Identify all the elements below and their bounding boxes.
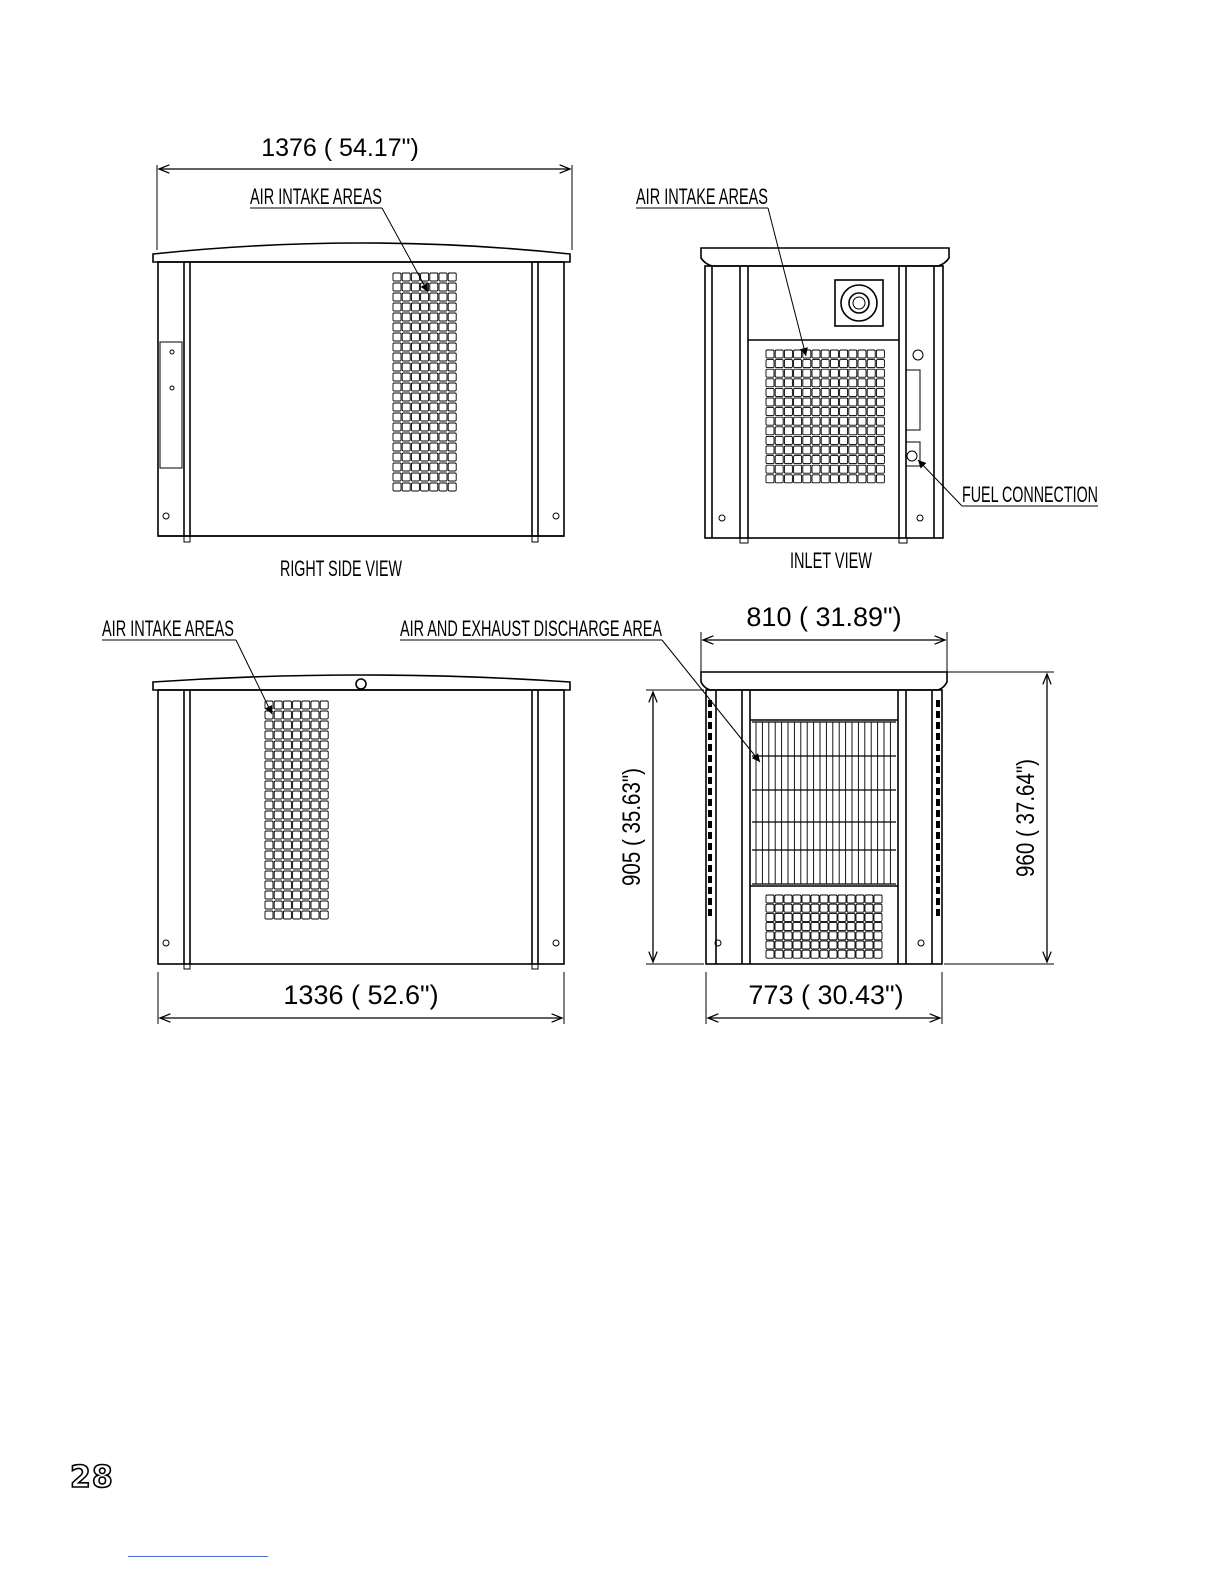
- discharge-grating: [752, 722, 896, 884]
- side-louvres: [708, 700, 712, 916]
- inlet-view: [636, 184, 1098, 573]
- left-side-view: [102, 616, 570, 1024]
- air-intake-grille: [766, 350, 884, 483]
- dimension-960: 960 ( 37.64"): [1012, 733, 1040, 877]
- label-air-intake-areas: AIR INTAKE AREAS: [636, 184, 768, 209]
- label-air-exhaust-discharge: AIR AND EXHAUST DISCHARGE AREA: [400, 616, 663, 641]
- dimension-773: 773 ( 30.43"): [748, 980, 904, 1010]
- air-intake-grille: [766, 895, 882, 958]
- right-side-view: [153, 134, 572, 581]
- dimension-1336: 1336 ( 52.6"): [283, 980, 439, 1010]
- label-inlet-view: INLET VIEW: [790, 548, 873, 573]
- footer-rule: [128, 1556, 268, 1557]
- page-number: 28: [70, 1460, 114, 1495]
- dimension-810: 810 ( 31.89"): [746, 602, 902, 632]
- air-intake-grille: [393, 273, 456, 491]
- label-fuel-connection: FUEL CONNECTION: [962, 482, 1098, 507]
- air-intake-grille: [265, 701, 328, 919]
- exhaust-view: [400, 602, 1054, 1024]
- label-air-intake-areas: AIR INTAKE AREAS: [102, 616, 234, 641]
- label-air-intake-areas: AIR INTAKE AREAS: [250, 184, 382, 209]
- dimension-905: 905 ( 35.63"): [618, 742, 646, 886]
- dimension-1376: 1376 ( 54.17"): [261, 134, 419, 162]
- side-louvres: [936, 700, 940, 916]
- label-right-side-view: RIGHT SIDE VIEW: [280, 556, 403, 581]
